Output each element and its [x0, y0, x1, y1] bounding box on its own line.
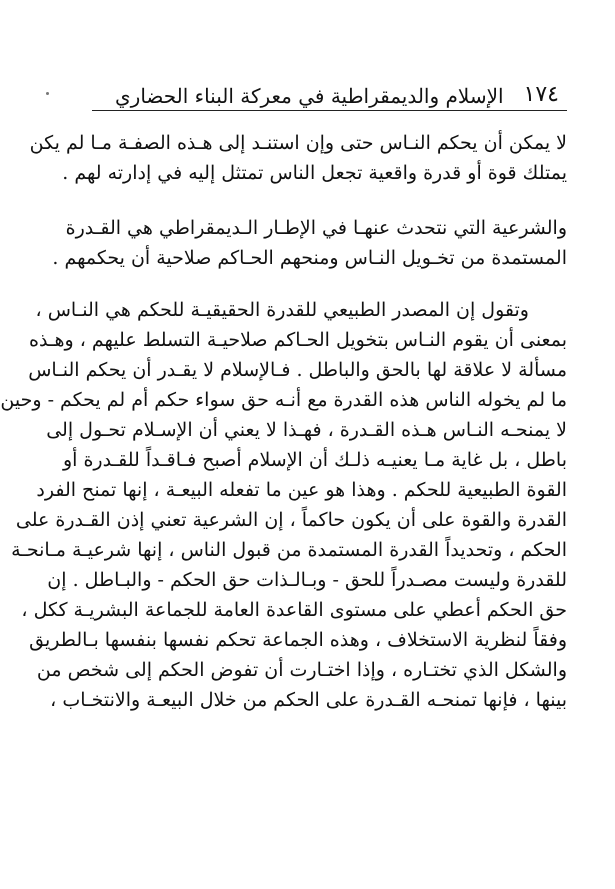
text-line: وفقاً لنظرية الاستخلاف ، وهذه الجماعة تحكم نفسها بنفسها بـالطريق	[29, 629, 567, 651]
paragraph-spacer	[88, 188, 567, 213]
text-line: والشكل الذي تختـاره ، وإذا اختـارت أن تفوض الحكم إلى شخص من	[36, 659, 567, 681]
text-line: للقدرة وليست مصـدراً للحق - وبـالـذات حق الحكم - والبـاطل . إن	[47, 569, 567, 591]
text-line: لا يمكن أن يحكم النـاس حتى وإن استنـد إلى هـذه الصفـة مـا لم يكن	[29, 132, 567, 154]
page-number: ١٧٤	[523, 82, 559, 107]
paragraph-2	[52, 213, 567, 273]
text-line: لا يمنحـه النـاس هـذه القـدرة ، فهـذا لا يعني أن الإسـلام تحـول إلى	[46, 419, 567, 441]
paragraph-1	[29, 128, 567, 188]
text-line: حق الحكم أعطي على مستوى القاعدة العامة للجماعة البشريـة ككل ،	[21, 599, 567, 621]
text-line: وتقول إن المصدر الطبيعي للقدرة الحقيقيـة للحكم هي النـاس ،	[35, 299, 529, 321]
text-line: بمعنى أن يقوم النـاس بتخويل الحـاكم صلاحيـة التسلط عليهم ، وهـذه	[29, 329, 567, 351]
text-line: القدرة والقوة على أن يكون حاكماً ، إن الشرعية تعني إذن القـدرة على	[15, 509, 567, 531]
running-title: الإسلام والديمقراطية في معركة البناء الحضاري	[115, 84, 504, 108]
text-line: ما لم يخوله الناس هذه القدرة مع أنـه حق سواء حكم أم لم يحكم - وحين	[0, 389, 567, 411]
text-line: المستمدة من تخـويل النـاس ومنحهم الحـاكم صلاحية أن يحكمهم .	[52, 247, 567, 269]
text-line: باطل ، بل غاية مـا يعنيـه ذلـك أن الإسلام أصبح فـاقـداً للقـدرة أو	[62, 449, 567, 471]
paragraph-3	[0, 295, 567, 715]
text-line: القوة الطبيعية للحكم . وهذا هو عين ما تفعله البيعـة ، إنها تمنح الفرد	[36, 479, 567, 501]
text-line: والشرعية التي نتحدث عنهـا في الإطـار الـديمقراطي هي القـدرة	[65, 217, 567, 239]
text-line: بينها ، فإنها تمنحـه القـدرة على الحكم من خلال البيعـة والانتخـاب ،	[50, 689, 567, 711]
text-line: مسألة لا علاقة لها بالحق والباطل . فـالإسلام لا يقـدر أن يحكم النـاس	[28, 359, 567, 381]
running-header	[92, 72, 567, 111]
text-line: يمتلك قوة أو قدرة واقعية تجعل الناس تمتثل إليه في إدارته لهم .	[62, 162, 567, 184]
body-text	[0, 128, 567, 715]
paragraph-spacer	[88, 273, 567, 295]
margin-mark	[46, 92, 49, 95]
text-line: الحكم ، وتحديداً القدرة المستمدة من قبول الناس ، إنها شرعيـة مـانحـة	[11, 539, 567, 561]
